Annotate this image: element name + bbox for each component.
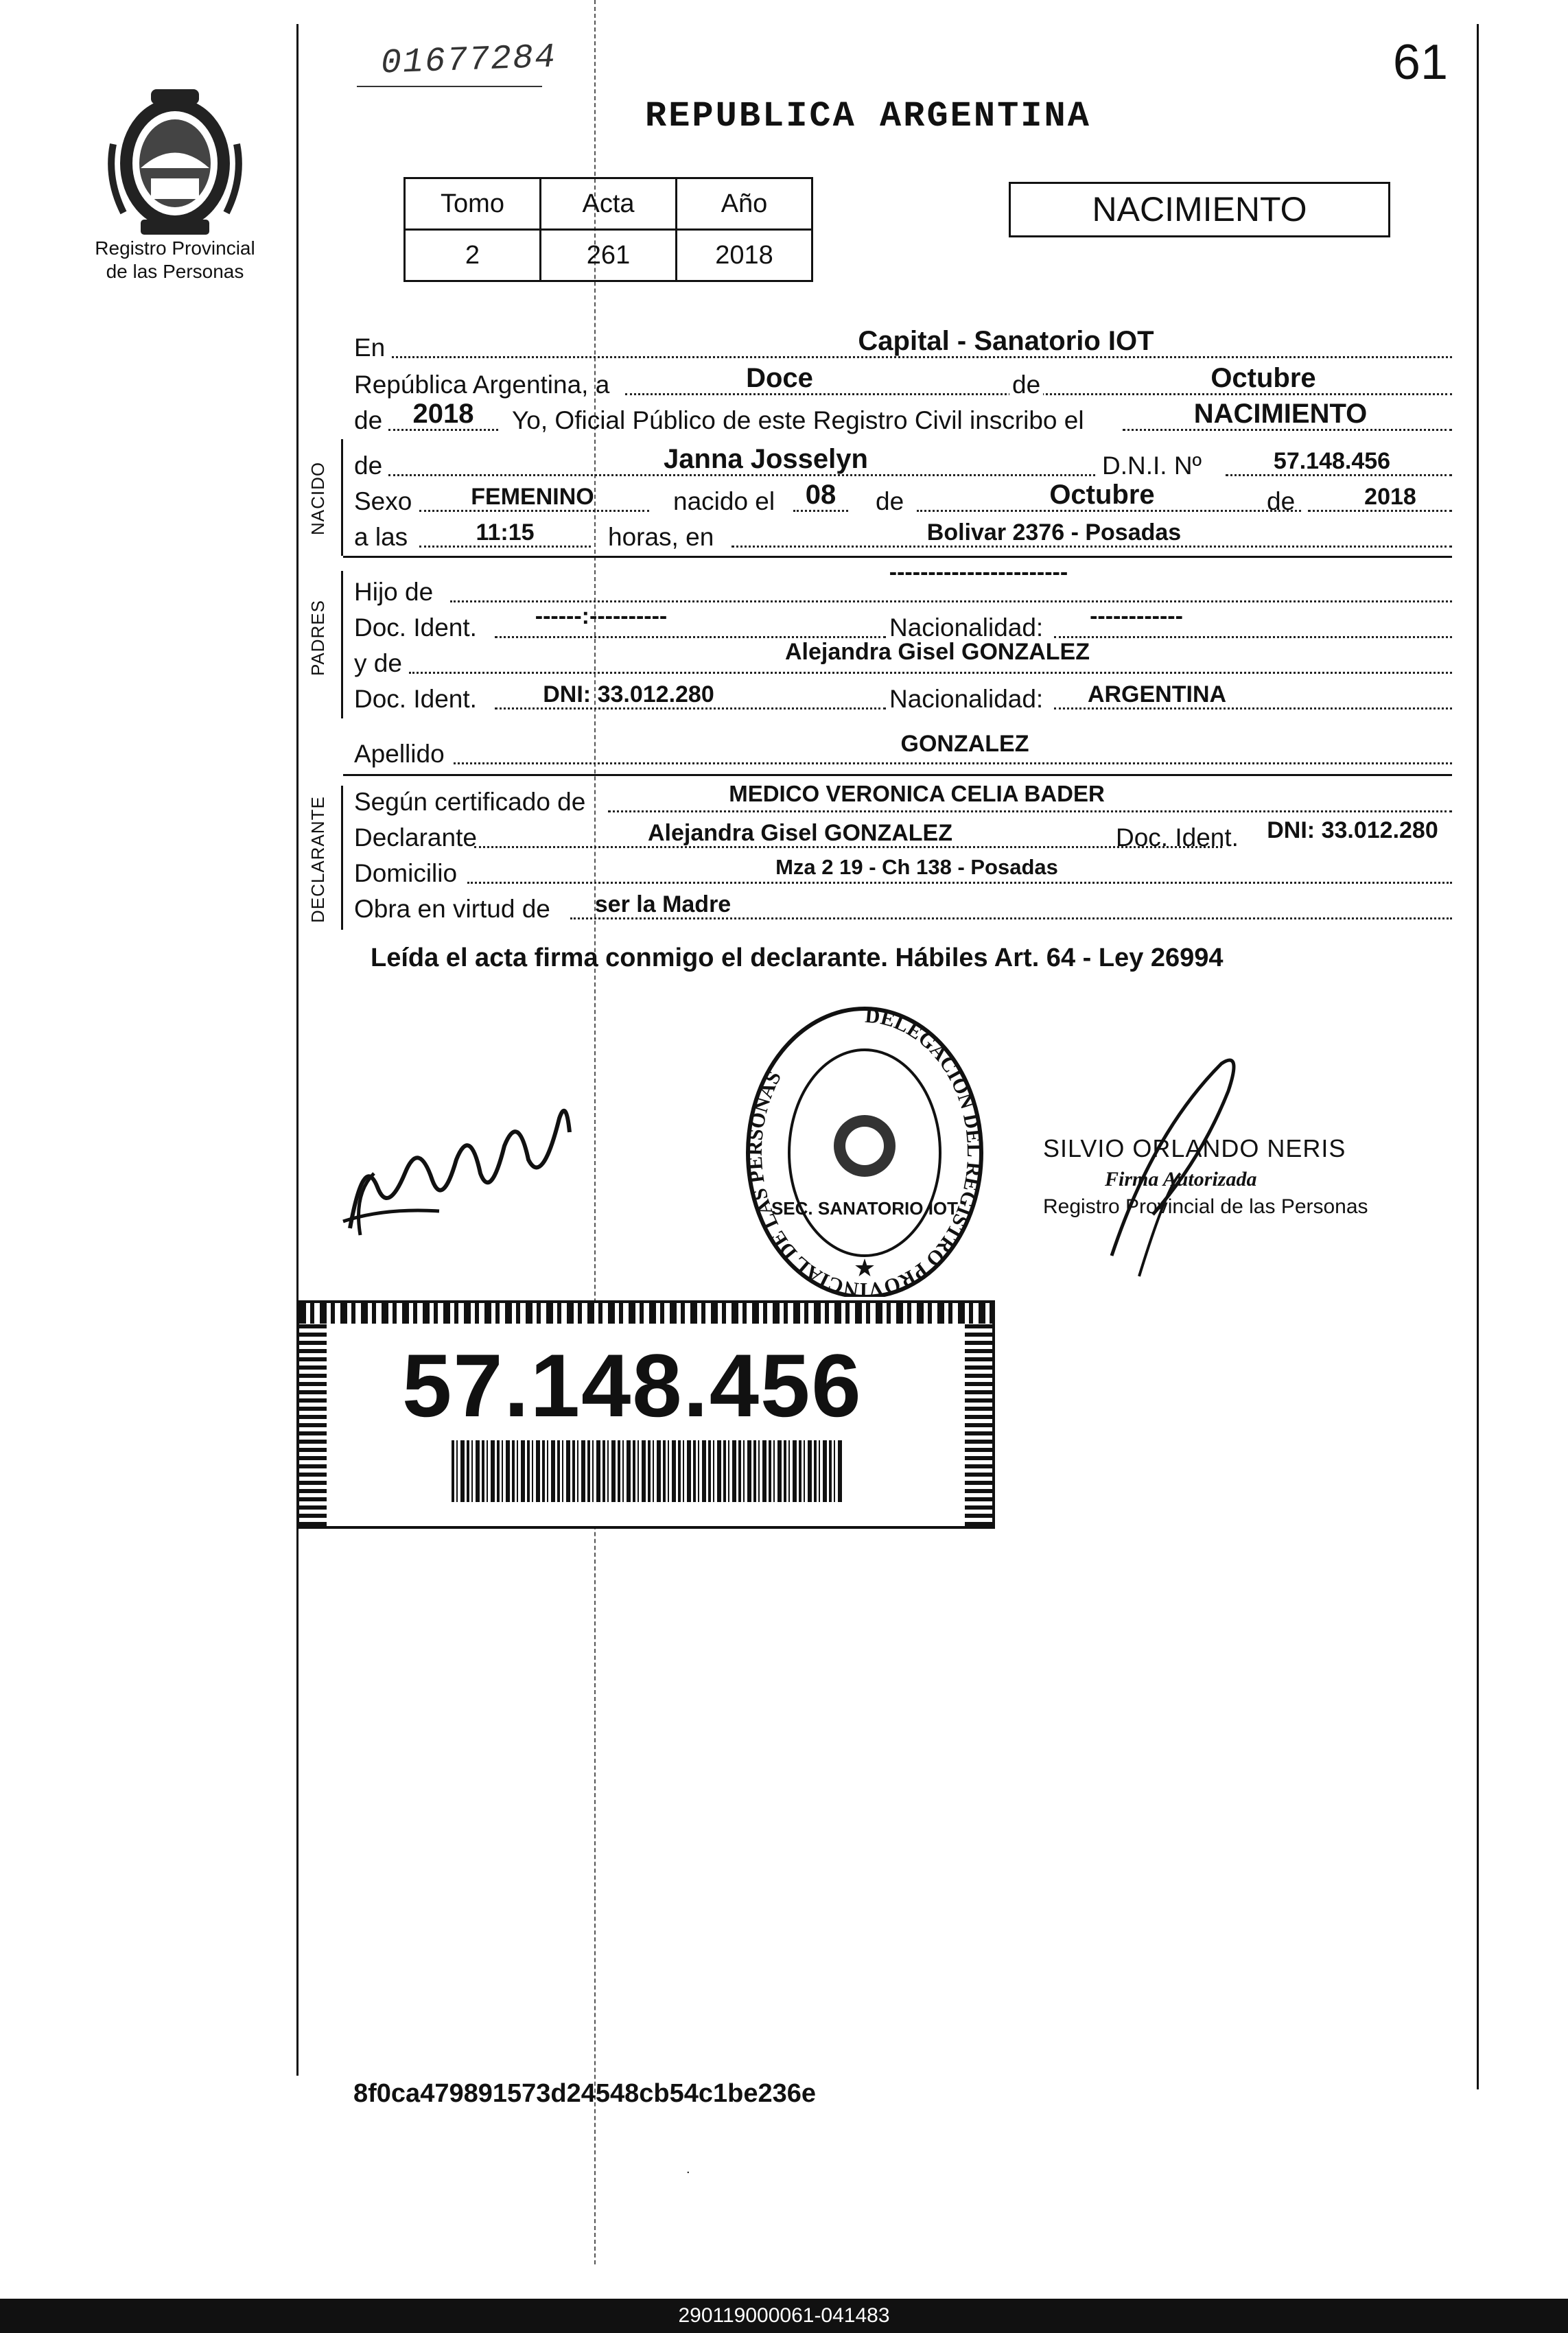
place-value: Capital - Sanatorio IOT — [858, 326, 1154, 356]
label-a-las: a las — [354, 523, 408, 551]
label-de2: de — [354, 406, 383, 434]
sticker-border-pattern — [299, 1303, 992, 1324]
seal-star-icon: ★ — [853, 1254, 876, 1282]
dni-sticker — [296, 1300, 995, 1529]
line-certificate — [354, 782, 1452, 817]
father-name-value: ----------------------- — [889, 559, 1068, 585]
line-place — [354, 328, 1452, 362]
label-hijo-de: Hijo de — [354, 578, 434, 606]
label-doc-ident: Doc. Ident. — [354, 613, 477, 642]
registry-caption — [69, 237, 281, 283]
dotted-line — [608, 810, 1452, 812]
line-year — [354, 401, 1452, 435]
country-title: REPUBLICA ARGENTINA — [645, 96, 1091, 137]
section-label-nacido: NACIDO — [307, 461, 328, 535]
label-de-year: de — [1267, 487, 1296, 515]
document-hash: 8f0ca479891573d24548cb54c1be236e — [353, 2079, 817, 2108]
label-en: En — [354, 333, 386, 362]
table-header-anio: Año — [677, 178, 812, 230]
registry-seal-icon — [734, 995, 995, 1297]
declarant-doc-value: DNI: 33.012.280 — [1267, 817, 1438, 843]
tomo-acta-table — [403, 177, 813, 282]
sticker-border-pattern — [965, 1324, 992, 1526]
label-de: de — [876, 487, 904, 515]
surname-value: GONZALEZ — [900, 731, 1029, 757]
label-apellido: Apellido — [354, 740, 445, 768]
child-name-value: Janna Josselyn — [664, 444, 868, 474]
official-role: Firma Autorizada — [1105, 1167, 1257, 1191]
line-date — [354, 365, 1452, 399]
address-value: Mza 2 19 - Ch 138 - Posadas — [775, 855, 1058, 879]
section-divider — [343, 556, 1452, 558]
birth-year-value: 2018 — [1364, 484, 1416, 510]
label-nacionalidad: Nacionalidad: — [889, 685, 1044, 713]
declarante-bracket — [341, 786, 343, 930]
line-father — [354, 559, 1452, 607]
line-address — [354, 854, 1452, 888]
label-y-de: y de — [354, 649, 402, 677]
mother-nationality-value: ARGENTINA — [1087, 681, 1227, 707]
mother-name-value: Alejandra Gisel GONZALEZ — [785, 639, 1090, 665]
seal-ring-text: DELEGACION DEL REGISTRO PROVINCIAL DE LAS PERSONAS — [743, 1004, 986, 1297]
dotted-line — [1054, 636, 1452, 638]
line-mother — [354, 639, 1452, 678]
official-block — [1043, 1132, 1368, 1221]
label-sexo: Sexo — [354, 487, 412, 515]
line-mother-doc — [354, 679, 1452, 714]
line-child-name — [354, 446, 1452, 480]
father-doc-value: ------:---------- — [535, 603, 668, 629]
seal-inner-text: SEC. SANATORIO IOT — [771, 1198, 959, 1219]
father-nationality-value: ------------ — [1090, 603, 1183, 629]
dotted-line — [409, 672, 1452, 674]
registry-caption-line2: de las Personas — [106, 260, 244, 282]
footer-code: 290119000061-041483 — [0, 2299, 1568, 2333]
certificate-value: MEDICO VERONICA CELIA BADER — [729, 781, 1105, 806]
declarant-signature-icon — [323, 1070, 597, 1249]
table-header-acta: Acta — [541, 178, 677, 230]
child-dni-value: 57.148.456 — [1273, 448, 1391, 474]
birth-day-value: 08 — [805, 480, 836, 510]
line-capacity — [354, 889, 1452, 924]
serial-number: 01677284 — [380, 38, 557, 84]
time-value: 11:15 — [476, 519, 535, 546]
label-nacido-el: nacido el — [673, 487, 775, 515]
barcode-icon — [452, 1440, 843, 1502]
declarant-name-value: Alejandra Gisel GONZALEZ — [648, 820, 952, 846]
label-horas: horas, en — [608, 523, 714, 551]
nacido-bracket — [341, 439, 343, 556]
dotted-line — [495, 636, 886, 638]
label-de: de — [354, 452, 383, 480]
dotted-line — [450, 600, 1452, 602]
capacity-value: ser la Madre — [594, 891, 732, 917]
dotted-line — [467, 882, 1452, 884]
serial-underline — [357, 86, 542, 87]
page-number: 61 — [1392, 35, 1448, 90]
label-yo: Yo, Oficial Público de este Registro Civil inscribo el — [512, 406, 1084, 434]
table-value-acta: 261 — [541, 230, 677, 281]
birth-place-value: Bolivar 2376 - Posadas — [926, 519, 1182, 546]
province-coat-of-arms-icon — [103, 82, 247, 240]
table-header-tomo: Tomo — [405, 178, 541, 230]
year-value: 2018 — [412, 399, 474, 429]
dot-mark: . — [686, 2161, 690, 2177]
table-value-tomo: 2 — [405, 230, 541, 281]
label-declarante: Declarante — [354, 823, 477, 852]
left-margin-line — [296, 24, 299, 2076]
birth-month-value: Octubre — [1049, 480, 1155, 510]
label-doc-ident: Doc. Ident. — [354, 685, 477, 713]
label-republica: República Argentina, a — [354, 371, 610, 399]
right-margin-line — [1477, 24, 1479, 2089]
label-domicilio: Domicilio — [354, 859, 458, 887]
label-nacionalidad: Nacionalidad: — [889, 613, 1044, 642]
label-de: de — [1009, 371, 1043, 399]
section-label-padres: PADRES — [307, 600, 328, 676]
act-type-box: NACIMIENTO — [1009, 182, 1390, 237]
line-time-place — [354, 517, 1452, 552]
registry-caption-line1: Registro Provincial — [95, 237, 255, 259]
inscribed-value: NACIMIENTO — [1193, 399, 1368, 429]
line-surname — [354, 731, 1452, 769]
dni-number: 57.148.456 — [402, 1335, 863, 1435]
official-name: SILVIO ORLANDO NERIS — [1043, 1134, 1346, 1162]
section-divider — [343, 774, 1452, 776]
section-label-declarante: DECLARANTE — [307, 796, 328, 923]
label-segun: Según certificado de — [354, 788, 586, 816]
day-text-value: Doce — [746, 363, 813, 393]
month-text-value: Octubre — [1210, 363, 1316, 393]
closing-statement: Leída el acta firma conmigo el declarante. Hábiles Art. 64 - Ley 26994 — [371, 943, 1224, 972]
label-obra: Obra en virtud de — [354, 895, 550, 923]
mother-doc-value: DNI: 33.012.280 — [543, 681, 714, 707]
line-sex-birthdate — [354, 482, 1452, 516]
padres-bracket — [341, 571, 343, 718]
line-declarant — [354, 818, 1452, 852]
sticker-border-pattern — [299, 1324, 327, 1526]
label-dni: D.N.I. Nº — [1102, 452, 1202, 480]
sex-value: FEMENINO — [471, 484, 594, 510]
dotted-line — [454, 762, 1452, 764]
table-value-anio: 2018 — [677, 230, 812, 281]
label-doc-ident: Doc. Ident. — [1116, 823, 1239, 852]
line-father-doc — [354, 603, 1452, 642]
official-office: Registro Provincial de las Personas — [1043, 1195, 1368, 1219]
